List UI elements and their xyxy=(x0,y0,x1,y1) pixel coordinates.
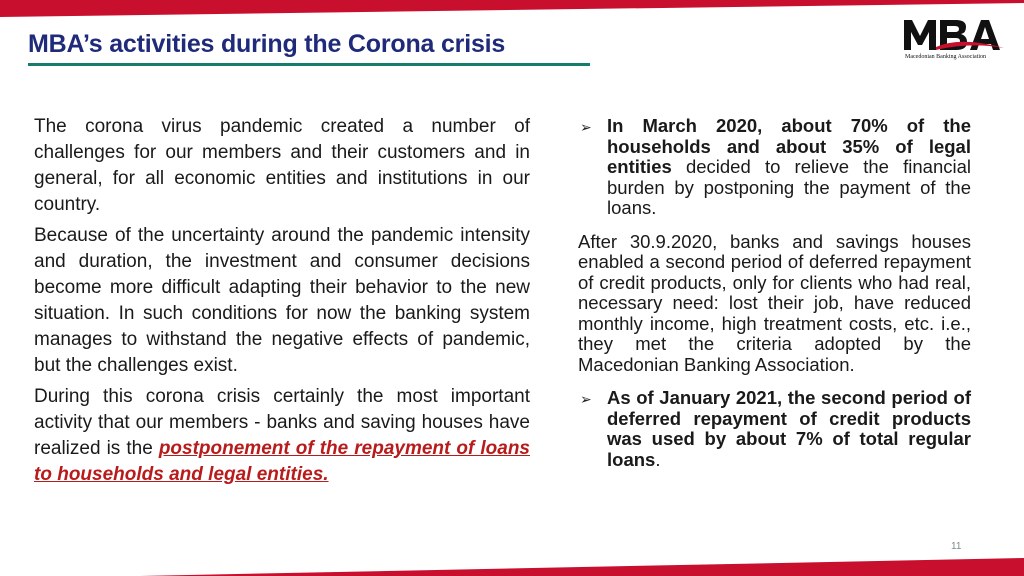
arrow-bullet-icon: ➢ xyxy=(580,119,592,135)
paragraph-main-activity xyxy=(34,384,530,488)
bullet-january-2021 xyxy=(578,388,971,470)
page-title: MBA’s activities during the Corona crisis xyxy=(28,30,506,58)
top-red-band xyxy=(0,0,1024,20)
emphasis-period: . xyxy=(323,464,329,485)
right-text-column xyxy=(578,116,971,483)
logo-caption: Macedonian Banking Association xyxy=(905,54,986,60)
left-text-column xyxy=(34,114,530,493)
paragraph-intro: The corona virus pandemic created a number of challenges for our members and their customers and in general, for all economic entities and institutions in our country. xyxy=(34,116,530,215)
page-number: 11 xyxy=(951,541,962,552)
paragraph-uncertainty: Because of the uncertainty around the pandemic intensity and duration, the investment and consumer decisions become more difficult adapting their behavior to the new situation. In such conditions for now the banking system manages to withstand the negative effects of pandemic, but the challenges exist. xyxy=(34,225,530,376)
bullet-march-2020-bold: In March 2020, about 70% of the households and about 35% of legal entities xyxy=(607,115,971,177)
emphasis-postponement: postponement of the repayment of loans to households and legal entities xyxy=(34,438,530,485)
bullet-march-2020 xyxy=(578,116,971,219)
bullet-january-2021-bold: As of January 2021, the second period of deferred repayment of credit products was used by about 7% of total regular loans xyxy=(607,387,971,470)
paragraph-second-period: After 30.9.2020, banks and savings houses enabled a second period of deferred repayment of credit products, only for clients who had real, necessary need: lost their job, have reduced monthly income, high treatment costs, etc. i.e., they met the criteria adopted by the Macedonian Banking Association. xyxy=(578,230,971,375)
bullet-january-2021-end: . xyxy=(655,448,661,470)
arrow-bullet-icon: ➢ xyxy=(580,391,592,407)
bottom-red-band xyxy=(0,556,1024,576)
bullet-march-2020-rest: decided to relieve the financial burden by postponing the payment of the loans. xyxy=(607,156,971,218)
title-underline xyxy=(28,63,590,66)
paragraph-main-activity-lead: During this corona crisis certainly the most important activity that our members - banks and saving houses have realized is the xyxy=(34,386,530,459)
mba-logo-mark xyxy=(904,20,1004,50)
